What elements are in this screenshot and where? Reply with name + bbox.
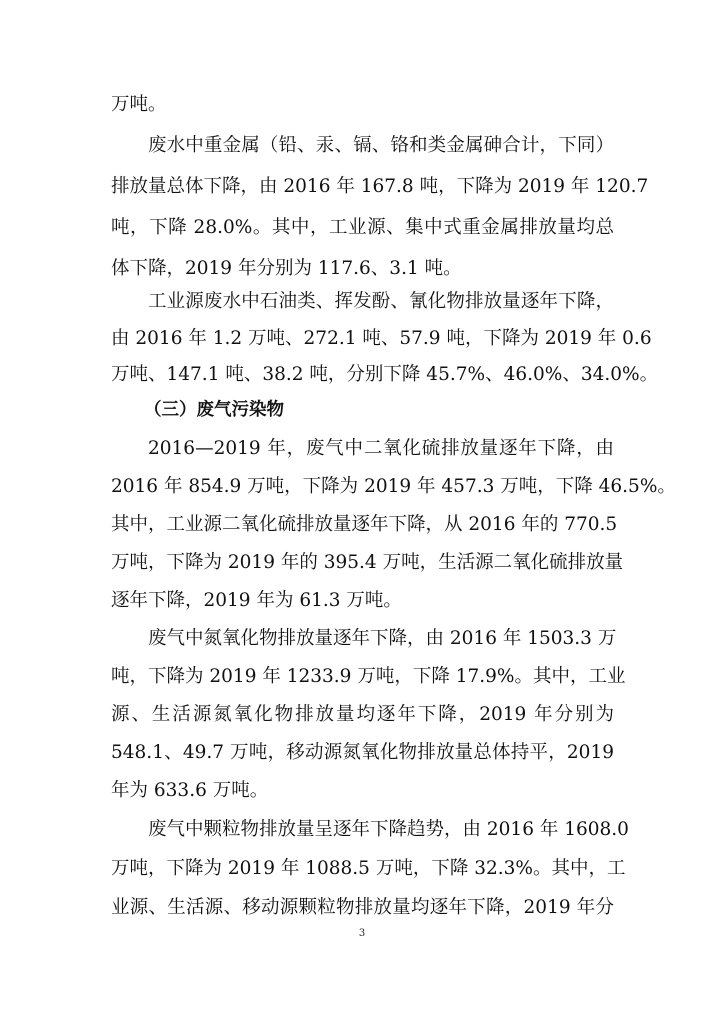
paragraph-line: 由 2016 年 1.2 万吨、272.1 吨、57.9 吨，下降为 2019 年 0.6: [111, 328, 652, 349]
paragraph-line: 源、生活源氮氧化物排放量均逐年下降，2019 年分别为: [111, 704, 614, 725]
paragraph-line: 排放量总体下降，由 2016 年 167.8 吨，下降为 2019 年 120.7: [111, 176, 649, 197]
paragraph-line: 万吨，下降为 2019 年的 395.4 万吨，生活源二氧化硫排放量: [111, 552, 624, 573]
section-heading: （三）废气污染物: [144, 400, 284, 420]
page-number: 3: [358, 928, 366, 939]
paragraph-line: 2016—2019 年，废气中二氧化硫排放量逐年下降，由: [148, 438, 614, 459]
paragraph-line: 万吨、147.1 吨、38.2 吨，分别下降 45.7%、46.0%、34.0%。: [111, 364, 659, 385]
paragraph-line: 548.1、49.7 万吨，移动源氮氧化物排放量总体持平，2019: [111, 742, 614, 763]
paragraph-line: 废水中重金属（铅、汞、镉、铬和类金属砷合计，下同）: [148, 135, 614, 156]
paragraph-line: 年为 633.6 万吨。: [111, 780, 269, 801]
paragraph-line: 其中，工业源二氧化硫排放量逐年下降，从 2016 年的 770.5: [111, 514, 618, 535]
paragraph-line: 逐年下降，2019 年为 61.3 万吨。: [111, 590, 402, 611]
paragraph-line: 废气中颗粒物排放量呈逐年下降趋势，由 2016 年 1608.0: [148, 819, 629, 840]
paragraph-line: 万吨，下降为 2019 年 1088.5 万吨，下降 32.3%。其中，工: [111, 858, 626, 879]
paragraph-line: 吨，下降 28.0%。其中，工业源、集中式重金属排放量均总: [111, 217, 614, 238]
paragraph-line: 万吨。: [111, 94, 167, 115]
paragraph-line: 吨，下降为 2019 年 1233.9 万吨，下降 17.9%。其中，工业: [111, 666, 626, 687]
paragraph-line: 体下降，2019 年分别为 117.6、3.1 吨。: [111, 258, 462, 279]
paragraph-line: 2016 年 854.9 万吨，下降为 2019 年 457.3 万吨，下降 46.5%。: [111, 476, 676, 497]
paragraph-line: 工业源废水中石油类、挥发酚、氰化物排放量逐年下降，: [148, 291, 614, 312]
paragraph-line: 业源、生活源、移动源颗粒物排放量均逐年下降，2019 年分: [111, 897, 614, 918]
paragraph-line: 废气中氮氧化物排放量逐年下降，由 2016 年 1503.3 万: [148, 628, 617, 649]
